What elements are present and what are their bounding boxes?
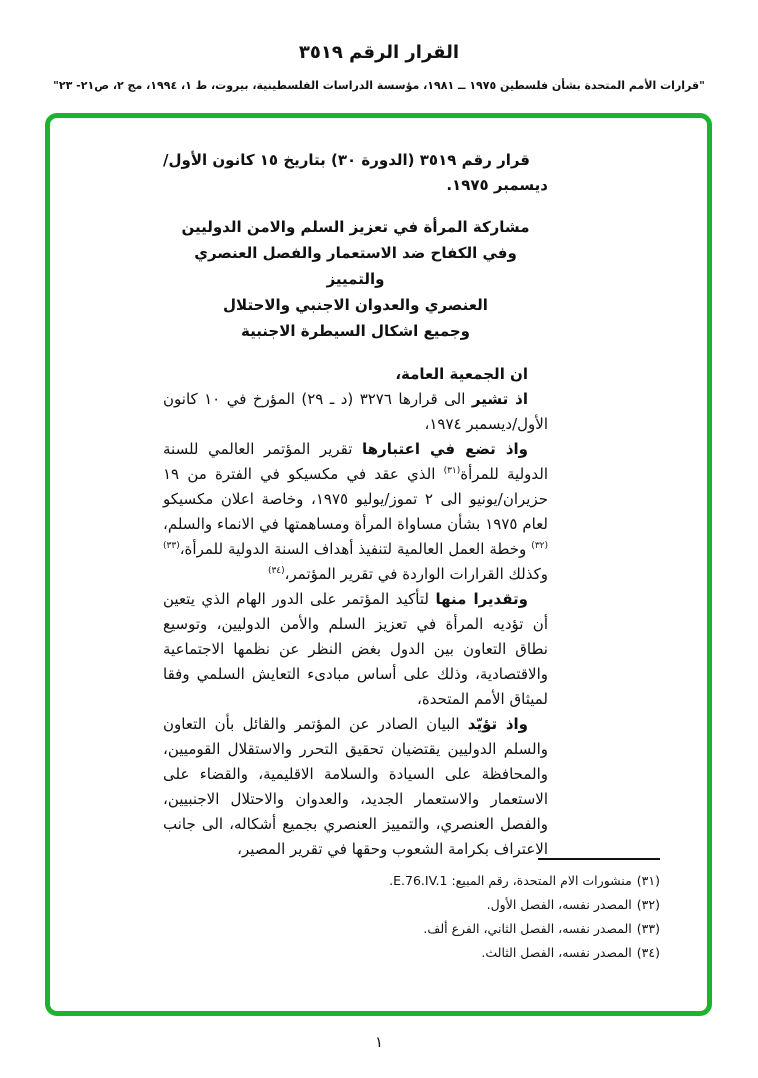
paragraph-lead: اذ تشير <box>471 390 528 408</box>
body-paragraph: وتقديرا منها لتأكيد المؤتمر على الدور الهام الذي يتعين أن تؤديه المرأة في تعزيز السلم والأمن الدوليين، وتوسيع نطاق التعاون بين الدول بغض النظر عن نظمها الاجتماعية والاقتصادية، وذلك على أساس مبادىء التعايش السلمي وفقا لميثاق الأمم المتحدة، <box>163 590 548 708</box>
footnote-item: (٣٤)المصدر نفسه، الفصل الثالث. <box>481 945 660 960</box>
footnote-separator <box>538 858 660 860</box>
resolution-opening: ان الجمعية العامة، <box>395 365 528 383</box>
resolution-body <box>163 148 548 862</box>
body-paragraph: واذ تؤيّد البيان الصادر عن المؤتمر والقائل بأن التعاون والسلم الدوليين يقتضيان تحقيق التحرر والاستقلال القوميين، والمحافظة على السيادة والسلامة الاقليمية، والقضاء على الاستعمار والاستعمار الجديد، والعدوان والاحتلال الاجنبيين، والفصل العنصري، والتمييز العنصري بجميع أشكاله، الى جانب الاعتراف بكرامة الشعوب وحقها في تقرير المصير، <box>163 715 548 858</box>
footnote-item: (٣٢)المصدر نفسه، الفصل الأول. <box>486 897 660 912</box>
footnote-item: (٣١)منشورات الام المتحدة، رقم المبيع: E.76.IV.1. <box>389 873 660 888</box>
resolution-title-line: وجميع اشكال السيطرة الاجنبية <box>240 322 471 340</box>
resolution-paragraphs <box>163 387 548 862</box>
resolution-title-line: وفي الكفاح ضد الاستعمار والفصل العنصري والتمييز <box>194 244 517 288</box>
footnote-reference: (٣٣) <box>163 541 180 551</box>
resolution-heading: قرار رقم ٣٥١٩ (الدورة ٣٠) بتاريخ ١٥ كانون الأول/ديسمبر ١٩٧٥. <box>163 151 548 194</box>
footnote-number: (٣٤) <box>636 945 660 960</box>
page-number: ١ <box>374 1033 384 1051</box>
footnote-reference: (٣٢) <box>531 541 548 551</box>
resolution-title-line: مشاركة المرأة في تعزيز السلم والامن الدوليين <box>181 218 530 236</box>
body-paragraph: واذ تضع في اعتبارها تقرير المؤتمر العالمي للسنة الدولية للمرأة$^{(٣١)}$ الذي عقد في مكسيكو في الفترة من ١٩ حزيران/يونيو الى ٢ تموز/يوليو ١٩٧٥، وخاصة اعلان مكسيكو لعام ١٩٧٥ بشأن مساواة المرأة ومساهمتها في الانماء والسلم،$^{(٣٢)}$ وخطة العمل العالمية لتنفيذ أهداف السنة الدولية للمرأة،$^{(٣٣)}$ وكذلك القرارات الواردة في تقرير المؤتمر،$^{(٣٤)}$ <box>163 440 548 583</box>
page-title: القرار الرقم ٣٥١٩ <box>298 42 460 63</box>
paragraph-lead: واذ تضع في اعتبارها <box>362 440 529 458</box>
footnote-item: (٣٣)المصدر نفسه، الفصل الثاني، الفرع ألف. <box>423 921 660 936</box>
resolution-title-line: العنصري والعدوان الاجنبي والاحتلال <box>223 296 488 314</box>
footnote-number: (٣٢) <box>636 897 660 912</box>
source-citation: "قرارات الأمم المتحدة بشأن فلسطين ١٩٧٥ ــ ١٩٨١، مؤسسة الدراسات الفلسطينية، بيروت، ط ١، ١٩٩٤، مج ٢، ص٢١- ٢٣" <box>53 79 705 92</box>
paragraph-lead: واذ تؤيّد <box>467 715 528 733</box>
footnote-number: (٣١) <box>636 873 660 888</box>
paragraph-lead: وتقديرا منها <box>435 590 528 608</box>
footnote-area <box>240 858 660 965</box>
body-paragraph: اذ تشير الى قرارها ٣٢٧٦ (د ـ ٢٩) المؤرخ في ١٠ كانون الأول/ديسمبر ١٩٧٤، <box>163 390 548 433</box>
resolution-title-block <box>163 214 548 344</box>
footnote-reference: (٣٤) <box>267 566 285 576</box>
footnote-list <box>240 869 660 965</box>
footnote-reference: (٣١) <box>443 466 461 476</box>
footnote-number: (٣٣) <box>636 921 660 936</box>
